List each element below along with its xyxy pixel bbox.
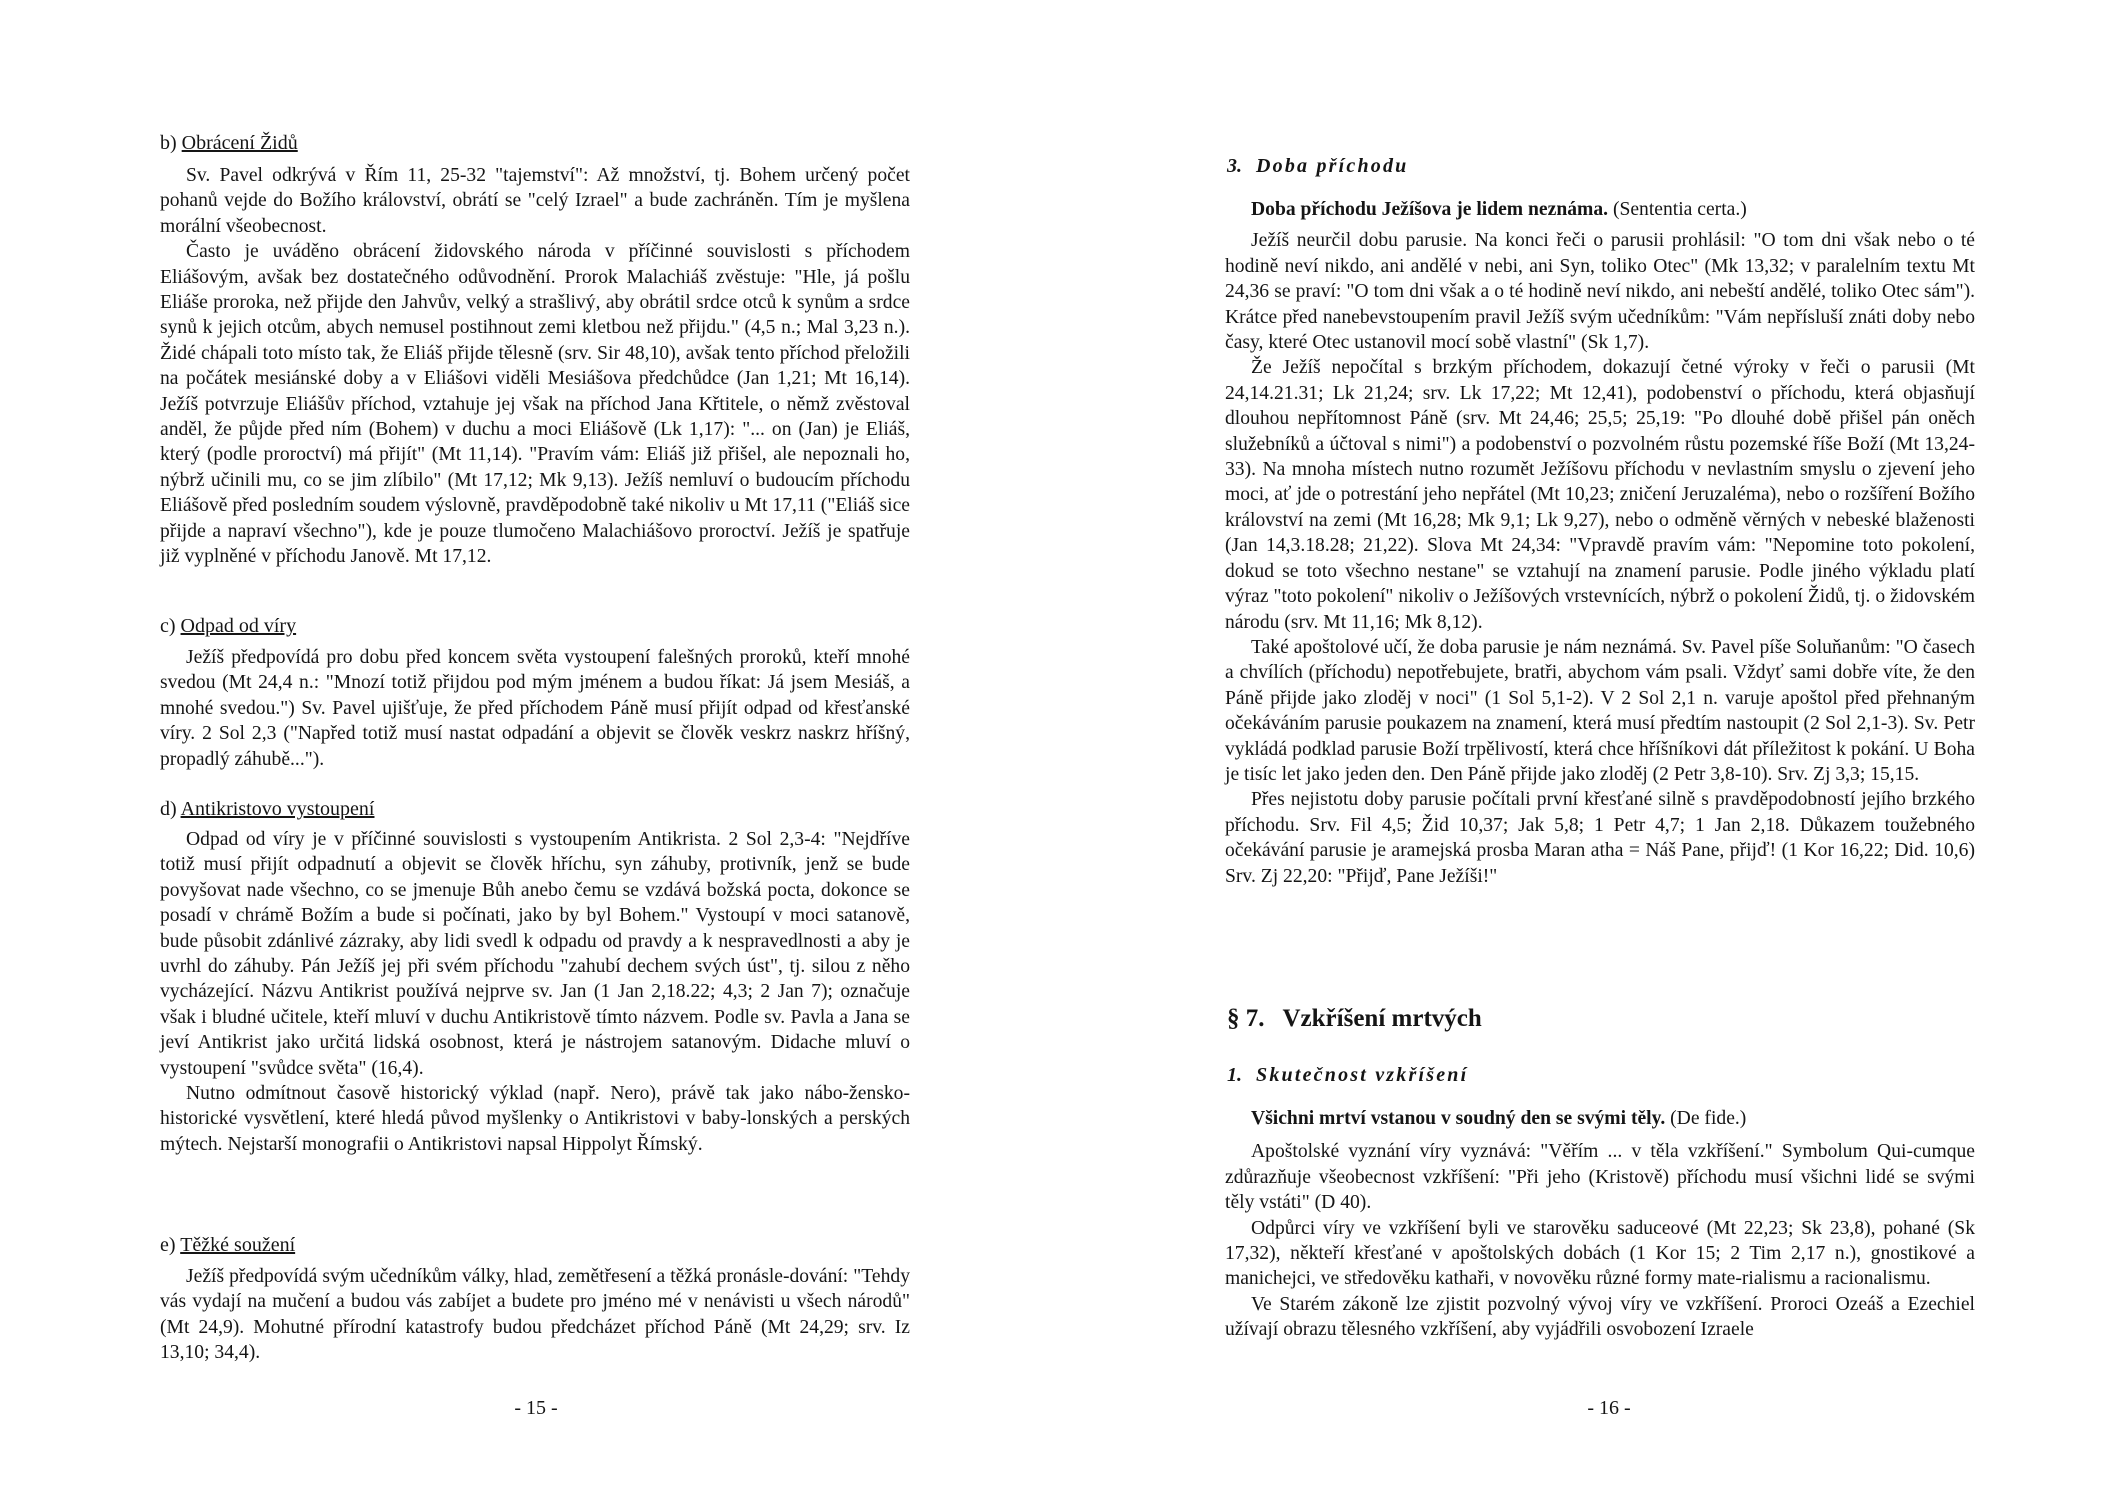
section-3-thesis-line — [1225, 197, 1975, 222]
chapter-7-title: Vzkříšení mrtvých — [1282, 1005, 1482, 1032]
paragraph: Odpůrci víry ve vzkříšení byli ve starověku saduceové (Mt 22,23; Sk 23,8), pohané (Sk 17,32), někteří křesťané v apoštolských dobách (1 Kor 15; 2 Tim 2,17 n.), gnostikové a manichejci, ve středověku kathaři, v novověku různé formy mate-rialismu a racionalismu. — [1225, 1217, 1975, 1290]
section-d-body — [160, 827, 910, 1157]
section-3-certainty: (Sententia certa.) — [1612, 199, 1747, 220]
section-c-heading — [160, 614, 296, 639]
section-b-heading — [160, 131, 298, 156]
section-d-heading — [160, 797, 374, 822]
paragraph: Ježíš předpovídá svým učedníkům války, hlad, zemětřesení a těžká pronásle-dování: "Tehdy vás vydají na mučení a budou vás zabíjet a budete pro jméno mé v nenávisti u všech národů" (Mt 24,9). Mohutné přírodní katastrofy budou předcházet příchod Páně (Mt 24,29; srv. Iz 13,10; 34,4). — [160, 1266, 910, 1364]
section-e-heading — [160, 1233, 295, 1258]
section-3-number: 3. — [1227, 155, 1242, 177]
paragraph: Ježíš neurčil dobu parusie. Na konci řeči o parusii prohlásil: "O tom dni však nebo o té hodině neví nikdo, ani andělé v nebi, ani Syn, toliko Otec" (Mk 13,32; v paralelním textu Mt 24,36 se praví: "O tom dni však a o té hodině neví nikdo, ani nebeští andělé, toliko Otec sám"). Krátce před nanebevstoupením pravil Ježíš svým učedníkům: "Vám nepřísluší znáti doby nebo časy, které Otec ustanovil mocí sobě vlastní" (Sk 1,7). — [1225, 230, 1975, 354]
paragraph: Přes nejistotu doby parusie počítali první křesťané silně s pravděpodobností jejího brzkého příchodu. Srv. Fil 4,5; Žid 10,37; Jak 5,8; 1 Petr 4,7; 1 Jan 2,18. Důkazem toužebného očekávání parusie je aramejská prosba Maran atha = Náš Pane, přijď! (1 Kor 16,22; Did. 10,6) Srv. Zj 22,20: "Přijď, Pane Ježíši!" — [1225, 789, 1975, 887]
paragraph: Sv. Pavel odkrývá v Řím 11, 25-32 "tajemství": Až množství, tj. Bohem určený počet pohanů vejde do Božího království, obrátí se "celý Izrael" a bude zachráněn. Tím je myšlena morální všeobecnost. — [160, 165, 910, 237]
paragraph: Ve Starém zákoně lze zjistit pozvolný vývoj víry ve vzkříšení. Proroci Ozeáš a Ezechiel užívají obrazu tělesného vzkříšení, aby vyjádřili osvobození Izraele — [1225, 1293, 1975, 1341]
right-page — [1061, 0, 2122, 1501]
section-b-body — [160, 163, 910, 570]
section-b-marker: b) — [160, 132, 177, 154]
paragraph: Nutno odmítnout časově historický výklad (např. Nero), právě tak jako nábo-žensko-historické vysvětlení, které hledá původ myšlenky o Antikristovi v baby-lonských a perských mýtech. Nejstarší monografii o Antikristovi napsal Hippolyt Římský. — [160, 1083, 910, 1155]
paragraph: Apoštolské vyznání víry vyznává: "Věřím ... v těla vzkříšení." Symbolum Qui-cumque zdůrazňuje všeobecnost vzkříšení: "Při jeho (Kristově) příchodu musí všichni lidé se svými těly vstáti" (D 40). — [1225, 1141, 1975, 1214]
section-c-body — [160, 645, 910, 772]
section-e-marker: e) — [160, 1234, 176, 1256]
section-c-marker: c) — [160, 615, 176, 637]
subsection-1-heading — [1227, 1064, 1468, 1087]
section-c-title: Odpad od víry — [180, 615, 297, 637]
paragraph: Ježíš předpovídá pro dobu před koncem světa vystoupení falešných proroků, kteří mnohé svedou (Mt 24,4 n.: "Mnozí totiž přijdou pod mým jménem a budou říkat: Já jsem Mesiáš, a mnohé svedou.") Sv. Pavel ujišťuje, že před příchodem Páně musí přijít odpad od křesťanské víry. 2 Sol 2,3 ("Napřed totiž musí nastat odpadání a objevit se člověk veskrz naskrz hříšný, propadlý záhubě..."). — [160, 647, 910, 770]
section-b-title: Obrácení Židů — [181, 132, 298, 154]
section-e-title: Těžké soužení — [180, 1234, 296, 1256]
chapter-7-number: § 7. — [1227, 1005, 1265, 1032]
subsection-1-thesis-line — [1225, 1106, 1975, 1131]
page-number-left: - 15 - — [514, 1397, 558, 1419]
subsection-1-certainty: (De fide.) — [1670, 1108, 1747, 1129]
subsection-1-thesis: Všichni mrtví vstanou v soudný den se svými těly. — [1251, 1108, 1666, 1129]
subsection-1-number: 1. — [1227, 1064, 1242, 1086]
subsection-1-title: Skutečnost vzkříšení — [1256, 1064, 1469, 1086]
paragraph: Že Ježíš nepočítal s brzkým příchodem, dokazují četné výroky v řeči o parusii (Mt 24,14.21.31; Lk 21,24; srv. Lk 17,22; Mt 12,41), podobenství o příchodu, která objasňují dlouhou nepřítomnost Páně (srv. Mt 24,46; 25,5; 25,19: "Po dlouhé době přišel pán oněch služebníků a účtoval s nimi") a podobenství o pozvolném růstu pozemské říše Boží (Mt 13,24-33). Na mnoha místech nutno rozumět Ježíšovu příchodu v nevlastním smyslu o zjevení jeho moci, ať jde o potrestání jeho nepřátel (Mt 10,23; zničení Jeruzaléma), nebo o rozšíření Božího království na zemi (Mt 16,28; Mk 9,1; Lk 9,27), nebo o odměně věrných v nebeské blaženosti (Jan 14,3.18.28; 21,22). Slova Mt 24,34: "Vpravdě pravím vám: "Nepomine toto pokolení, dokud se toto všechno nestane" se vztahují na znamení parusie. Podle jiného výkladu platí výraz "toto pokolení" nikoliv o Ježíšových vrstevnících, nýbrž o pokolení Židů, tj. o židovském národu (srv. Mt 11,16; Mk 8,12). — [1225, 357, 1975, 633]
section-d-title: Antikristovo vystoupení — [180, 798, 375, 820]
subsection-1-body — [1225, 1106, 1975, 1343]
chapter-7-heading — [1227, 1005, 1482, 1033]
section-3-thesis: Doba příchodu Ježíšova je lidem neznáma. — [1251, 199, 1609, 220]
section-3-title: Doba příchodu — [1256, 155, 1409, 177]
paragraph: Odpad od víry je v příčinné souvislosti s vystoupením Antikrista. 2 Sol 2,3-4: "Nejdříve totiž musí přijít odpadnutí a objevit se člověk hříchu, syn záhuby, protivník, jenž se bude povyšovat nade všechno, co se jmenuje Bůh anebo čemu se vzdává božská pocta, dokonce se posadí v chrámě Božím a bude si počínati, jako by byl Bohem." Vystoupí v moci satanově, bude působit zdánlivé zázraky, aby lidi svedl k odpadu od pravdy a k nespravedlnosti a aby je uvrhl do záhuby. Pán Ježíš jej při svém příchodu "zahubí dechem svých úst", tj. silou z něho vycházející. Názvu Antikrist používá nejprve sv. Jan (1 Jan 2,18.22; 4,3; 2 Jan 7); označuje však i bludné učitele, kteří mluví v duchu Antikristově tímto názvem. Podle sv. Pavla a Jana se jeví Antikrist jako určitá lidská osobnost, která je nástrojem satanovým. Didache mluví o vystoupení "svůdce světa" (16,4). — [160, 829, 910, 1079]
section-3-body — [1225, 197, 1975, 889]
section-3-heading — [1227, 155, 1409, 178]
section-d-marker: d) — [160, 798, 177, 820]
paragraph: Také apoštolové učí, že doba parusie je nám neznámá. Sv. Pavel píše Soluňanům: "O časech a chvílích (příchodu) nepotřebujete, bratři, abychom vám psali. Vždyť sami dobře víte, že den Páně přijde jako zloděj v noci" (1 Sol 5,1-2). V 2 Sol 2,1 n. varuje apoštol před přehnaným očekáváním parusie poukazem na znamení, která musí předtím nastoupit (2 Sol 2,1-3). Sv. Petr vykládá podklad parusie Boží trpělivostí, která chce hříšníkovi dát příležitost k pokání. U Boha je tisíc let jako jeden den. Den Páně přijde jako zloděj (2 Petr 3,8-10). Srv. Zj 3,3; 15,15. — [1225, 636, 1975, 785]
section-e-body — [160, 1264, 910, 1366]
page-number-right: - 16 - — [1587, 1397, 1631, 1419]
paragraph: Často je uváděno obrácení židovského národa v příčinné souvislosti s příchodem Eliášovým, avšak bez dostatečného odůvodnění. Prorok Malachiáš zvěstuje: "Hle, já pošlu Eliáše proroka, než přijde den Jahvův, velký a strašlivý, aby obrátil srdce otců k synům a srdce synů k jejich otcům, abych nemusel postihnout zemi kletbou než přijdu." (4,5 n.; Mal 3,23 n.). Židé chápali toto místo tak, že Eliáš přijde tělesně (srv. Sir 48,10), avšak tento příchod přeložili na počátek mesiánské doby a v Eliášovi viděli Mesiášova předchůdce (Jan 1,21; Mt 16,14). Ježíš potvrzuje Eliášův příchod, vztahuje jej však na příchod Jana Křtitele, o němž zvěstoval anděl, že půjde před ním (Bohem) v duchu a moci Eliášově (Lk 1,17): "... on (Jan) je Eliáš, který (podle proroctví) má přijít" (Mt 11,14). "Pravím vám: Eliáš již přišel, ale nepoznali ho, nýbrž učinili mu, co se jim zlíbilo" (Mt 17,12; Mk 9,13). Ježíš nemluví o budoucím příchodu Eliášově před posledním soudem výslovně, pravděpodobně také nikoliv u Mt 17,11 ("Eliáš sice přijde a napraví všechno"), kde je pouze tlumočeno Malachiášovo proroctví. Ježíš je spatřuje již vyplněné v příchodu Janově. Mt 17,12. — [160, 241, 910, 568]
